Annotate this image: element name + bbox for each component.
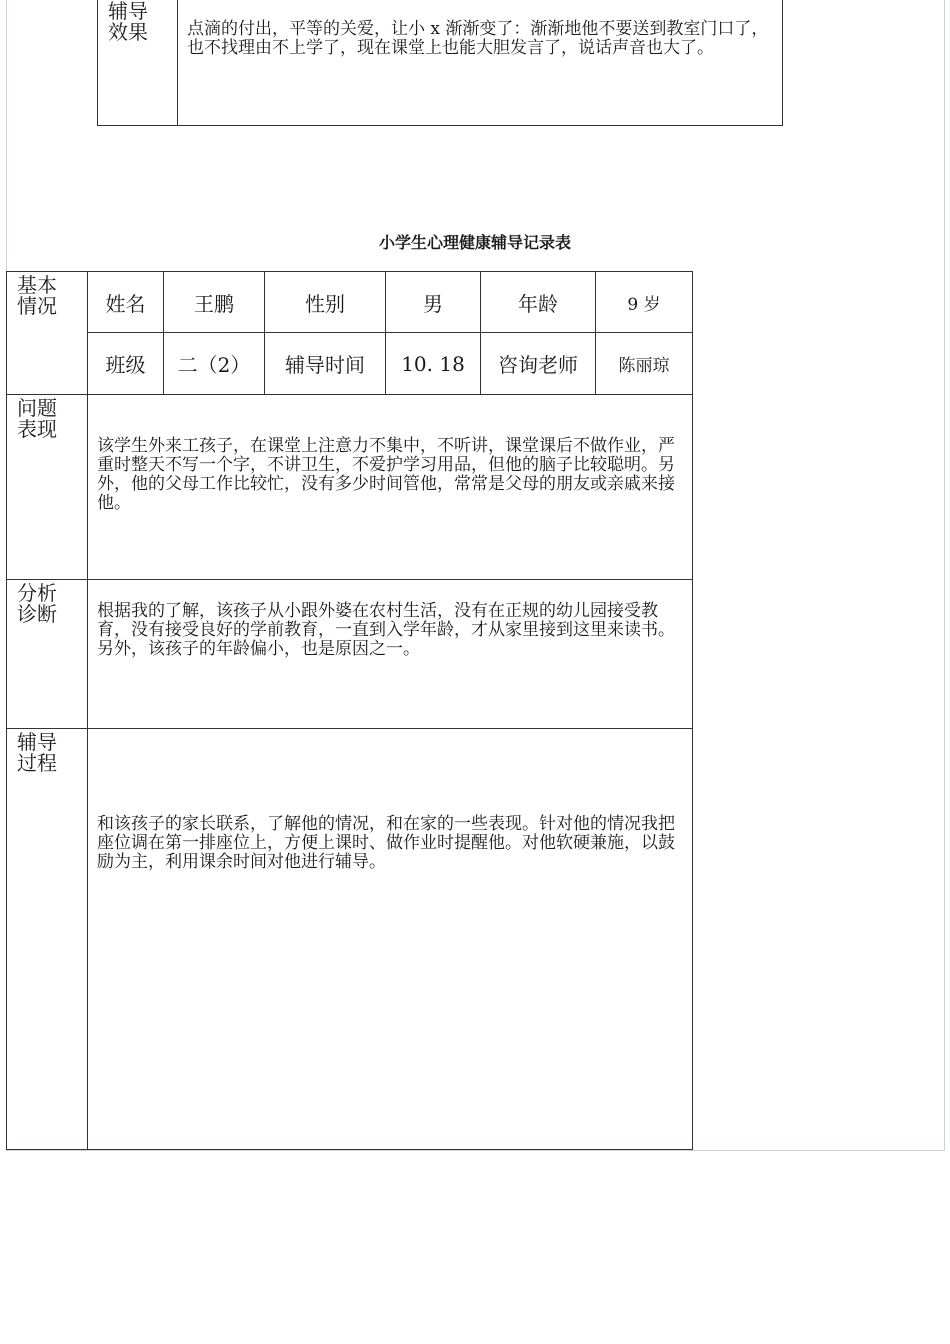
problem-text: 该学生外来工孩子，在课堂上注意力不集中，不听讲，课堂课后不做作业，严重时整天不写一个字，不讲卫生，不爱护学习用品，但他的脑子比较聪明。另外，他的父母工作比较忙，没有多少时间管他，常常是父母的朋友或亲戚来接他。 bbox=[97, 436, 675, 513]
process-text-cell bbox=[88, 729, 693, 1150]
name-label: 姓名 bbox=[88, 272, 164, 333]
basic-label-cell bbox=[7, 272, 88, 395]
effect-label-cell bbox=[98, 0, 178, 126]
form-title: 小学生心理健康辅导记录表 bbox=[378, 233, 571, 252]
analysis-label-cell bbox=[7, 580, 88, 729]
analysis-text: 根据我的了解，该孩子从小跟外婆在农村生活，没有在正规的幼儿园接受教育，没有接受良好的学前教育，一直到入学年龄，才从家里接到这里来读书。另外，该孩子的年龄偏小，也是原因之一。 bbox=[97, 601, 675, 659]
problem-label-cell bbox=[7, 395, 88, 580]
previous-record-table bbox=[97, 0, 783, 126]
time-value: 10. 18 bbox=[386, 333, 481, 395]
problem-label: 问题 表现 bbox=[17, 396, 57, 441]
problem-text-cell bbox=[88, 395, 693, 580]
counselor-label: 咨询老师 bbox=[481, 333, 596, 395]
class-label: 班级 bbox=[88, 333, 164, 395]
gender-value: 男 bbox=[386, 272, 481, 333]
effect-text-cell bbox=[178, 0, 783, 126]
analysis-label: 分析 诊断 bbox=[17, 581, 57, 626]
counselor-value: 陈丽琼 bbox=[596, 333, 693, 395]
age-label: 年龄 bbox=[481, 272, 596, 333]
analysis-text-cell bbox=[88, 580, 693, 729]
effect-label: 辅导 效果 bbox=[108, 0, 148, 44]
effect-text: 点滴的付出，平等的关爱，让小 x 渐渐变了：渐渐地他不要送到教室门口了，也不找理由不上学了，现在课堂上也能大胆发言了，说话声音也大了。 bbox=[187, 19, 769, 58]
class-value: 二（2） bbox=[164, 333, 265, 395]
name-value: 王鹏 bbox=[164, 272, 265, 333]
process-text: 和该孩子的家长联系，了解他的情况，和在家的一些表现。针对他的情况我把座位调在第一排座位上，方便上课时、做作业时提醒他。对他软硬兼施，以鼓励为主，利用课余时间对他进行辅导。 bbox=[97, 814, 675, 872]
gender-label: 性别 bbox=[265, 272, 386, 333]
age-value: 9 岁 bbox=[596, 272, 693, 333]
process-label-cell bbox=[7, 729, 88, 1150]
basic-label: 基本 情况 bbox=[17, 273, 57, 318]
time-label: 辅导时间 bbox=[265, 333, 386, 395]
counseling-record-table bbox=[6, 271, 693, 1150]
process-label: 辅导 过程 bbox=[17, 730, 57, 775]
